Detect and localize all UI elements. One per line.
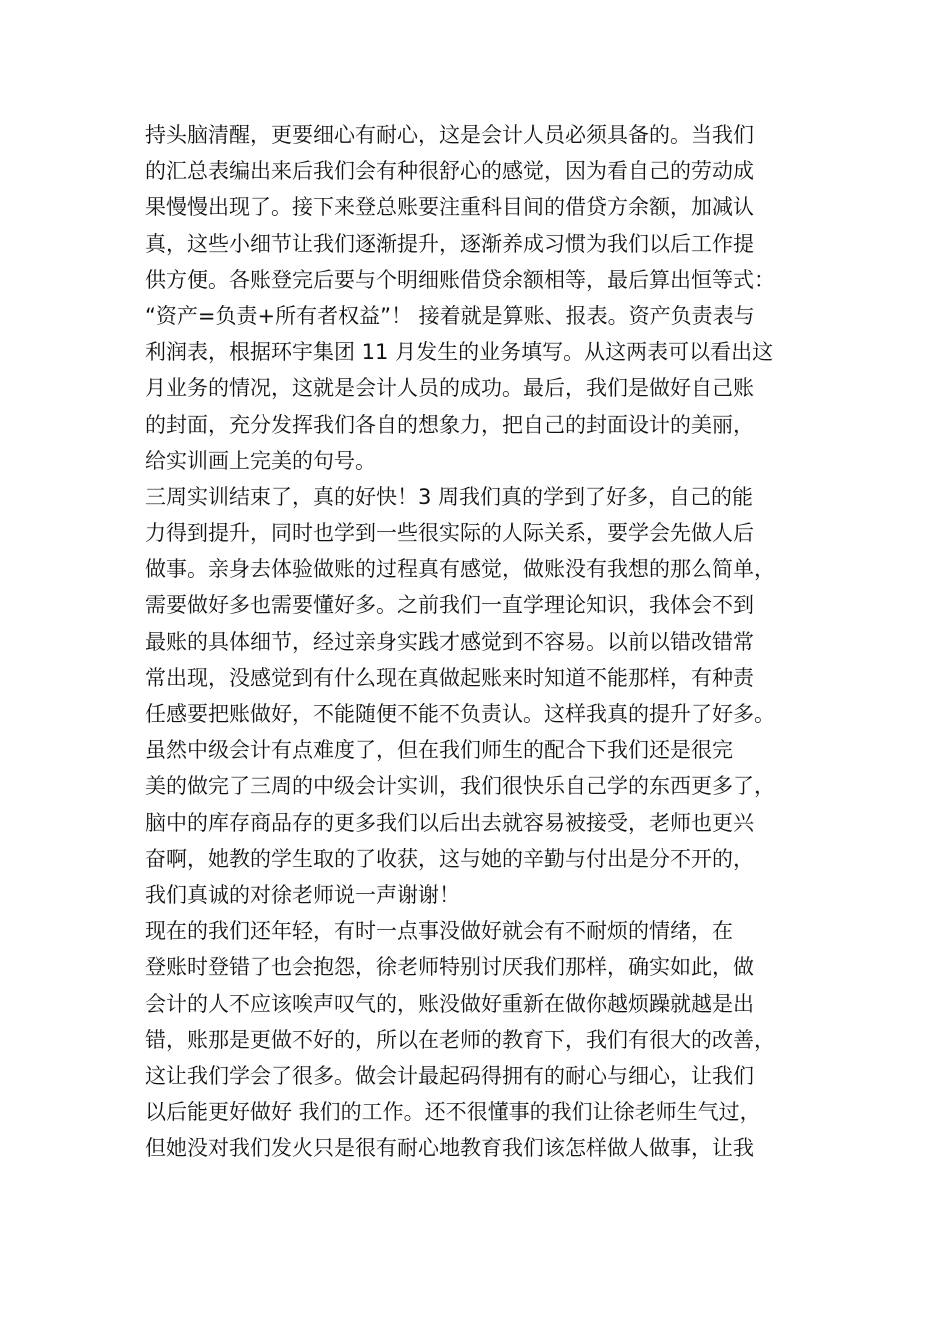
text-line: 现在的我们还年轻，有时一点事没做好就会有不耐烦的情绪，在 <box>145 919 733 944</box>
text-line: 常出现，没感觉到有什么现在真做起账来时知道不能那样，有种责 <box>145 665 754 690</box>
text-line: 做事。亲身去体验做账的过程真有感觉，做账没有我想的那么简单， <box>145 557 775 582</box>
text-line: 供方便。各账登完后要与个明细账借贷余额相等，最后算出恒等式： <box>145 267 775 292</box>
text-line: “资产=负责+所有者权益”！ 接着就是算账、报表。资产负责表与 <box>145 303 755 328</box>
text-line: 我们真诚的对徐老师说一声谢谢！ <box>145 882 460 907</box>
text-line: 利润表，根据环宇集团 11 月发生的业务填写。从这两表可以看出这 <box>145 340 774 365</box>
text-line: 脑中的库存商品存的更多我们以后出去就容易被接受，老师也更兴 <box>145 810 754 835</box>
text-line: 月业务的情况，这就是会计人员的成功。最后，我们是做好自己账 <box>145 376 754 401</box>
text-line: 真，这些小细节让我们逐渐提升，逐渐养成习惯为我们以后工作提 <box>145 231 754 256</box>
text-line: 最账的具体细节，经过亲身实践才感觉到不容易。以前以错改错常 <box>145 629 754 654</box>
text-line: 三周实训结束了，真的好快！3 周我们真的学到了好多，自己的能 <box>145 484 754 509</box>
text-line: 会计的人不应该唉声叹气的，账没做好重新在做你越烦躁就越是出 <box>145 991 754 1016</box>
text-line: 的封面，充分发挥我们各自的想象力，把自己的封面设计的美丽， <box>145 412 754 437</box>
body-text <box>145 117 825 1166</box>
text-line: 虽然中级会计有点难度了，但在我们师生的配合下我们还是很完 <box>145 738 733 763</box>
text-line: 以后能更好做好 我们的工作。还不很懂事的我们让徐老师生气过， <box>145 1100 761 1125</box>
text-line: 奋啊，她教的学生取的了收获，这与她的辛勤与付出是分不开的， <box>145 846 754 871</box>
text-line: 美的做完了三周的中级会计实训，我们很快乐自己学的东西更多了， <box>145 774 775 799</box>
text-line: 力得到提升，同时也学到一些很实际的人际关系，要学会先做人后 <box>145 521 754 546</box>
text-line: 错，账那是更做不好的，所以在老师的教育下，我们有很大的改善， <box>145 1027 775 1052</box>
text-line: 但她没对我们发火只是很有耐心地教育我们该怎样做人做事，让我 <box>145 1136 754 1161</box>
text-line: 给实训画上完美的句号。 <box>145 448 376 473</box>
text-line: 需要做好多也需要懂好多。之前我们一直学理论知识，我体会不到 <box>145 593 754 618</box>
text-line: 登账时登错了也会抱怨，徐老师特别讨厌我们那样，确实如此，做 <box>145 955 754 980</box>
text-line: 这让我们学会了很多。做会计最起码得拥有的耐心与细心，让我们 <box>145 1063 754 1088</box>
text-line: 任感要把账做好，不能随便不能不负责认。这样我真的提升了好多。 <box>145 702 775 726</box>
text-line: 果慢慢出现了。接下来登总账要注重科目间的借贷方余额，加减认 <box>145 195 754 220</box>
text-line: 的汇总表编出来后我们会有种很舒心的感觉，因为看自己的劳动成 <box>145 159 754 184</box>
text-line: 持头脑清醒，更要细心有耐心，这是会计人员必须具备的。当我们 <box>145 123 754 147</box>
